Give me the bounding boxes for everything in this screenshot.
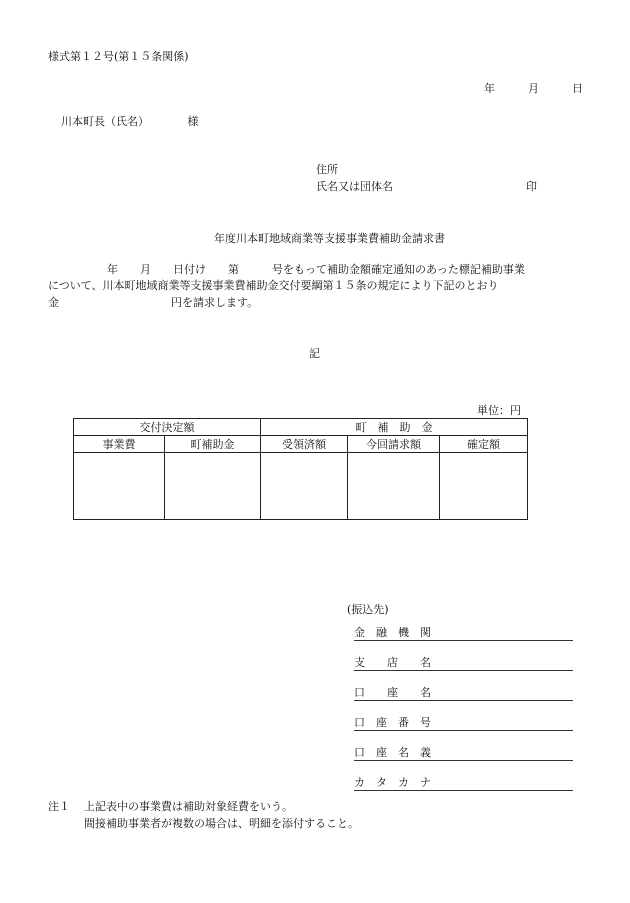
note-line-2: 間接補助事業者が複数の場合は、明細を添付すること。	[84, 817, 359, 830]
cell-confirmed-amount[interactable]	[440, 453, 528, 520]
note-line-1: 上記表中の事業費は補助対象経費をいう。	[84, 800, 293, 813]
grant-table	[73, 418, 528, 520]
col-town-subsidy: 町補助金	[165, 436, 261, 453]
account-number-field[interactable]: 口 座 番 号	[354, 716, 573, 731]
ki-heading: 記	[309, 347, 320, 360]
seal-mark: 印	[526, 180, 537, 193]
transfer-heading: (振込先)	[347, 603, 389, 616]
body-line-3-prefix: 金	[48, 296, 59, 309]
cell-current-request[interactable]	[348, 453, 440, 520]
unit-label: 単位：円	[477, 404, 521, 417]
body-line-3-suffix: 円を請求します。	[171, 296, 259, 309]
cell-project-cost[interactable]	[74, 453, 165, 520]
cell-received-amount[interactable]	[261, 453, 348, 520]
form-number: 様式第１２号(第１５条関係)	[48, 50, 189, 63]
applicant-address-label: 住所	[316, 163, 338, 176]
applicant-name-label: 氏名又は団体名	[316, 180, 393, 193]
body-line-1: 年 月 日付け 第 号をもって補助金額確定通知のあった標記補助事業	[107, 263, 525, 276]
date-line: 年 月 日	[484, 82, 583, 95]
col-received-amount: 受領済額	[261, 436, 348, 453]
branch-name-field[interactable]: 支 店 名	[354, 656, 573, 671]
account-type-field[interactable]: 口 座 名	[354, 686, 573, 701]
note-label: 注１	[48, 800, 70, 813]
cell-town-subsidy[interactable]	[165, 453, 261, 520]
bank-name-field[interactable]: 金 融 機 関	[354, 626, 573, 641]
header-decision-amount: 交付決定額	[74, 419, 261, 436]
addressee: 川本町長（氏名） 様	[61, 115, 199, 128]
account-holder-field[interactable]: 口 座 名 義	[354, 746, 573, 761]
document-title: 年度川本町地域商業等支援事業費補助金請求書	[214, 232, 445, 245]
col-project-cost: 事業費	[74, 436, 165, 453]
body-line-2: について、川本町地域商業等支援事業費補助金交付要綱第１５条の規定により下記のとおり	[48, 279, 499, 292]
katakana-field[interactable]: カ タ カ ナ	[354, 776, 573, 791]
col-confirmed-amount: 確定額	[440, 436, 528, 453]
col-current-request: 今回請求額	[348, 436, 440, 453]
header-town-subsidy: 町 補 助 金	[261, 419, 528, 436]
